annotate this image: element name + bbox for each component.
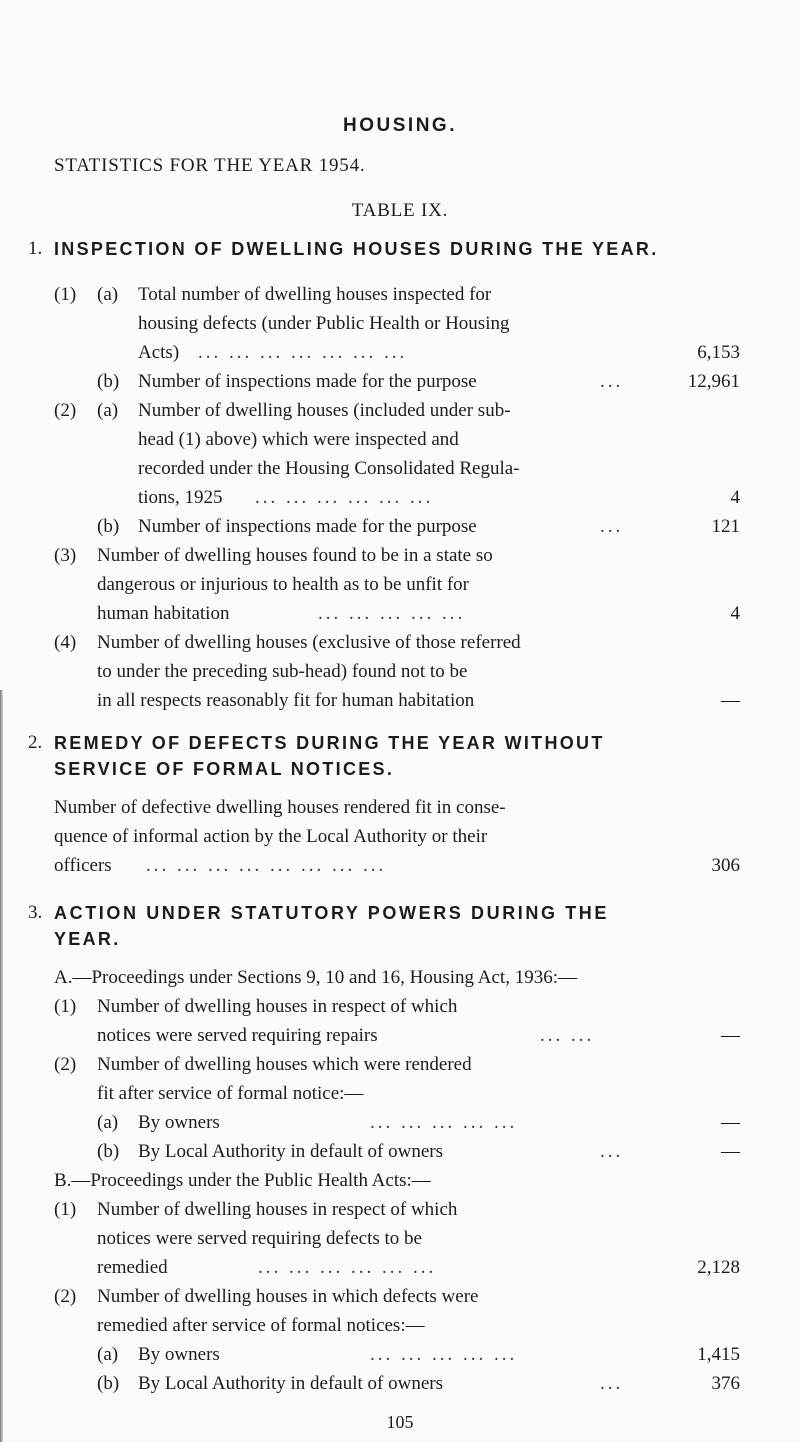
s3a-item2-line1: Number of dwelling houses which were rendered: [97, 1054, 472, 1075]
s3b-item2-line2: remedied after service of formal notices:—: [97, 1315, 425, 1336]
s3b-item2-line1: Number of dwelling houses in which defects were: [97, 1286, 479, 1307]
s1-item2-line1: Number of dwelling houses (included under sub-: [138, 400, 511, 421]
s3b-item1-dots: ... ... ... ... ... ...: [258, 1257, 437, 1278]
page-number: 105: [386, 1412, 414, 1432]
s1-item2-line4: tions, 1925: [138, 487, 223, 508]
table-title: TABLE IX.: [351, 200, 449, 221]
s3a-item2a-text: By owners: [138, 1112, 220, 1133]
s3b-item1-value: 2,128: [697, 1257, 740, 1278]
s1-item4-label: (4): [54, 632, 77, 653]
s3a-item2a-label: (a): [97, 1112, 119, 1133]
s1-item1-dots: ... ... ... ... ... ... ...: [198, 342, 408, 363]
s3b-item2a-dots: ... ... ... ... ...: [370, 1344, 518, 1365]
section-1-number: 1.: [28, 238, 43, 259]
page-heading: HOUSING.: [343, 115, 457, 136]
section-1-title: INSPECTION OF DWELLING HOUSES DURING THE YEAR.: [54, 239, 659, 259]
s3b-item2a-label: (a): [97, 1344, 119, 1365]
s3a-item2a-value: —: [721, 1112, 740, 1133]
s1-item3-dots: ... ... ... ... ...: [318, 603, 466, 624]
s3b-item2b-value: 376: [711, 1373, 740, 1394]
s1-item2b-sub: (b): [97, 516, 120, 537]
s1-item3-line2: dangerous or injurious to health as to be unfit for: [97, 574, 470, 595]
s3b-item2b-text: By Local Authority in default of owners: [138, 1373, 443, 1394]
s3b-item2b-dots: ...: [600, 1373, 624, 1394]
section-3-title-line1: ACTION UNDER STATUTORY POWERS DURING THE: [54, 903, 610, 923]
s1-item4-line3: in all respects reasonably fit for human habitation: [97, 690, 475, 711]
s3b-item1-label: (1): [54, 1199, 77, 1220]
s1-item1b-sub: (b): [97, 371, 120, 392]
s3a-item2b-text: By Local Authority in default of owners: [138, 1141, 443, 1162]
s1-item1b-value: 12,961: [687, 371, 740, 392]
s1-item1-value: 6,153: [697, 342, 740, 363]
s3b-item2a-value: 1,415: [697, 1344, 740, 1365]
s1-item1-label: (1): [54, 284, 77, 305]
s3a-item1-label: (1): [54, 996, 77, 1017]
s3b-item1-line2: notices were served requiring defects to be: [97, 1228, 422, 1249]
s2-text-line2: quence of informal action by the Local Authority or their: [54, 826, 488, 847]
s3a-item2b-dots: ...: [600, 1141, 624, 1162]
section-3-number: 3.: [28, 902, 43, 923]
s3a-item2b-label: (b): [97, 1141, 120, 1162]
s3b-item2b-label: (b): [97, 1373, 120, 1394]
s3a-item2-label: (2): [54, 1054, 77, 1075]
scan-edge: [0, 690, 3, 1442]
s1-item2-line3: recorded under the Housing Consolidated Regula-: [138, 458, 520, 479]
section-2-title-line1: REMEDY OF DEFECTS DURING THE YEAR WITHOUT: [54, 733, 605, 753]
s1-item1b-line1: Number of inspections made for the purpose: [138, 371, 477, 392]
s2-value: 306: [711, 855, 740, 876]
section-3-title-line2: YEAR.: [54, 929, 121, 949]
s1-item1-line2: housing defects (under Public Health or Housing: [138, 313, 510, 334]
s1-item3-line1: Number of dwelling houses found to be in a state so: [97, 545, 493, 566]
s3-part-b-heading: B.—Proceedings under the Public Health Acts:—: [54, 1170, 431, 1191]
s1-item4-line2: to under the preceding sub-head) found not to be: [97, 661, 468, 682]
s1-item3-line3: human habitation: [97, 603, 230, 624]
s1-item1-line3: Acts): [138, 342, 180, 363]
s3a-item2a-dots: ... ... ... ... ...: [370, 1112, 518, 1133]
s3a-item1-line2: notices were served requiring repairs: [97, 1025, 378, 1046]
s3a-item2b-value: —: [721, 1141, 740, 1162]
s3b-item1-line3: remedied: [97, 1257, 168, 1278]
s1-item2b-line1: Number of inspections made for the purpose: [138, 516, 477, 537]
s1-item3-label: (3): [54, 545, 77, 566]
s1-item2b-dots: ...: [600, 516, 624, 537]
s1-item2-line2: head (1) above) which were inspected and: [138, 429, 459, 450]
s1-item1-sub: (a): [97, 284, 119, 305]
s1-item4-line1: Number of dwelling houses (exclusive of those referred: [97, 632, 521, 653]
section-2-number: 2.: [28, 732, 43, 753]
s3a-item1-dots: ... ...: [540, 1025, 595, 1046]
s2-text-line1: Number of defective dwelling houses rendered fit in conse-: [54, 797, 506, 818]
s2-dots: ... ... ... ... ... ... ... ...: [146, 855, 387, 876]
s1-item4-value: —: [721, 690, 740, 711]
s3b-item2-label: (2): [54, 1286, 77, 1307]
s2-text-line3: officers: [54, 855, 112, 876]
page-subheading: STATISTICS FOR THE YEAR 1954.: [54, 155, 366, 176]
s1-item2b-value: 121: [711, 516, 740, 537]
s1-item1-line1: Total number of dwelling houses inspected for: [138, 284, 492, 305]
s1-item2-label: (2): [54, 400, 77, 421]
s1-item2-value: 4: [730, 487, 740, 508]
s3b-item2a-text: By owners: [138, 1344, 220, 1365]
s3a-item1-value: —: [721, 1025, 740, 1046]
s1-item2-dots: ... ... ... ... ... ...: [255, 487, 434, 508]
s3b-item1-line1: Number of dwelling houses in respect of which: [97, 1199, 458, 1220]
s3a-item2-line2: fit after service of formal notice:—: [97, 1083, 364, 1104]
s1-item2-sub: (a): [97, 400, 119, 421]
section-2-title-line2: SERVICE OF FORMAL NOTICES.: [54, 759, 395, 779]
s1-item3-value: 4: [730, 603, 740, 624]
s3-part-a-heading: A.—Proceedings under Sections 9, 10 and 16, Housing Act, 1936:—: [54, 967, 577, 988]
s1-item1b-dots: ...: [600, 371, 624, 392]
s3a-item1-line1: Number of dwelling houses in respect of which: [97, 996, 458, 1017]
